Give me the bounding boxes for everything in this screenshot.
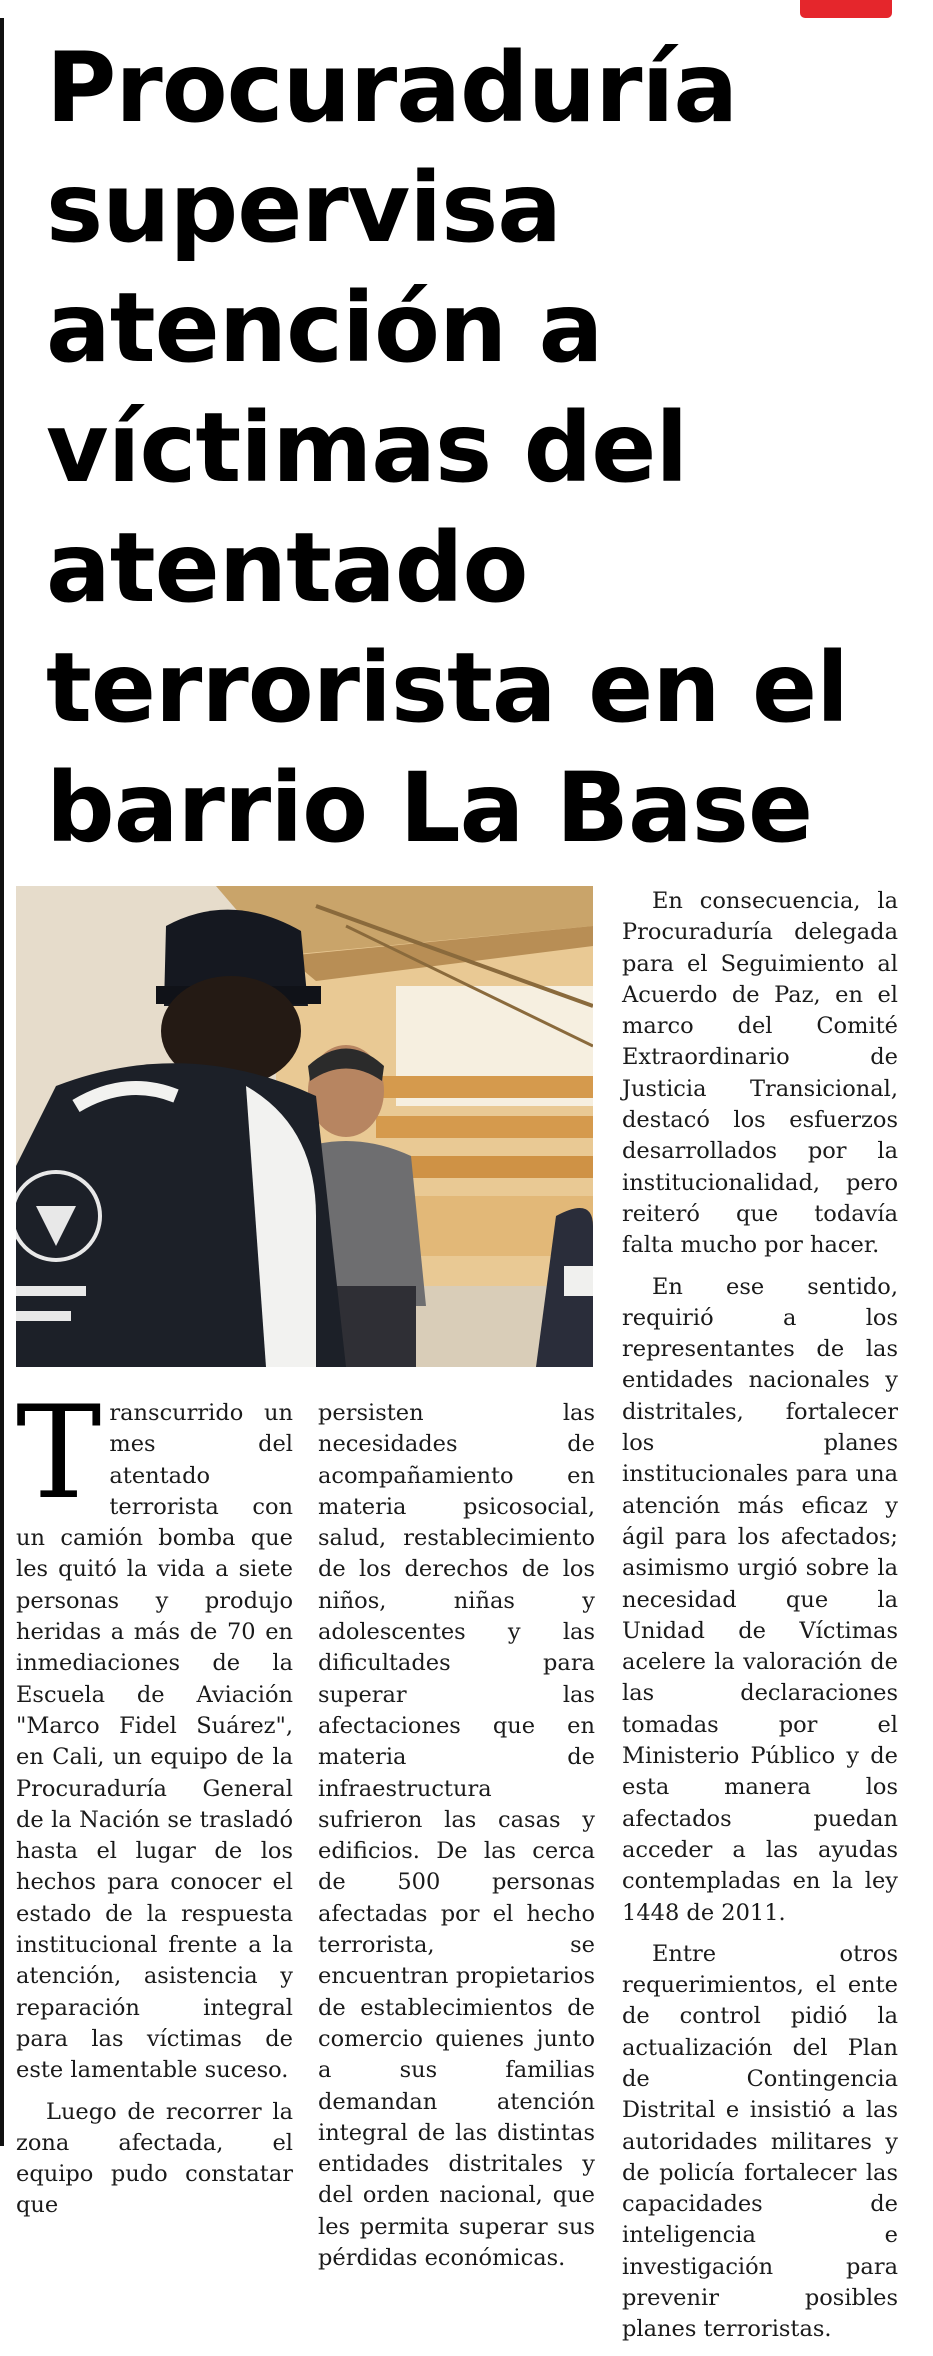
headline: Procuraduría supervisa atención a víctimas del atentado terrorista en el barrio La Base [46, 32, 849, 864]
article-column-1 [16, 1379, 293, 2232]
photo-image [16, 886, 593, 1367]
drop-cap: T [16, 1379, 102, 1528]
section-tab [800, 0, 892, 18]
paragraph: En ese sentido, requirió a los representantes de las entidades nacionales y distritales, fortalecer los planes institucionales para una atención más eficaz y ágil para los afectados; asimismo urgió sobre la necesidad que la Unidad de Víctimas acelere la valoración de las declaraciones tomadas por el Ministerio Público y de esta manera los afectados puedan acceder a las ayudas contempladas en la ley 1448 de 2011. [622, 1273, 898, 1926]
paragraph [16, 1379, 293, 2087]
paragraph: Luego de recorrer la zona afectada, el equipo pudo constatar que [16, 2098, 293, 2219]
paragraph: En consecuencia, la Procuraduría delegada para el Seguimiento al Acuerdo de Paz, en el marco del Comité Extraordinario de Justicia Transicional, destacó los esfuerzos desarrollados por la institucionalidad, pero reiteró que todavía falta mucho por hacer. [622, 888, 898, 1259]
paragraph: Entre otros requerimientos, el ente de control pidió la actualización del Plan de Contingencia Distrital e insistió a las autoridades militares y de policía fortalecer las capacidades de inteligencia e investigación para prevenir posibles planes terroristas. [622, 1940, 898, 2343]
article-column-2 [318, 1398, 595, 2284]
article-photo [16, 886, 593, 1367]
article-column-3 [622, 886, 898, 2356]
paragraph-text: ranscurrido un mes del atentado terrorista con un camión bomba que les quitó la vida a siete personas y produjo heridas a más de 70 en inmediaciones de la Escuela de Aviación "Marco Fidel Suárez", en Cali, un equipo de la Procuraduría General de la Nación se trasladó hasta el lugar de los hechos para conocer el estado de la respuesta institucional frente a la atención, asistencia y reparación integral para las víctimas de este lamentable suceso. [16, 1400, 293, 2084]
paragraph: persisten las necesidades de acompañamiento en materia psicosocial, salud, restablecimiento de los derechos de los niños, niñas y adolescentes y las dificultades para superar las afectaciones que en materia de infraestructura sufrieron las casas y edificios. De las cerca de 500 personas afectadas por el hecho terrorista, se encuentran propietarios de establecimientos de comercio quienes junto a sus familias demandan atención integral de las distintas entidades distritales y del orden nacional, que les permita superar sus pérdidas económicas. [318, 1400, 595, 2272]
column-rule [0, 18, 4, 2146]
